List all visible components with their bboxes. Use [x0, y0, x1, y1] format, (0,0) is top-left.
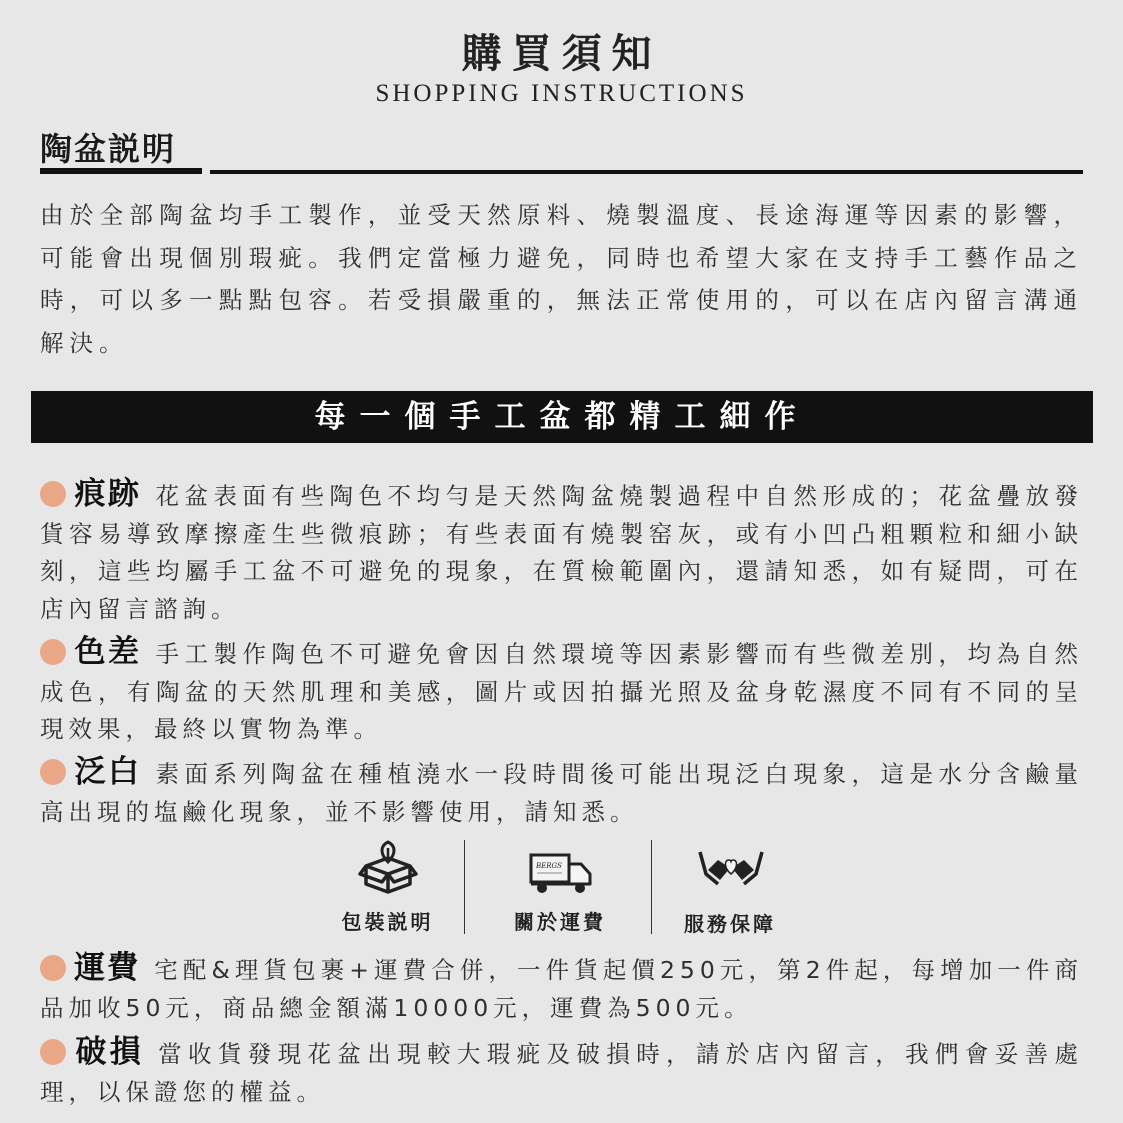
- item-keyword: 色差: [74, 634, 142, 670]
- truck-brand-text: BERGS: [536, 862, 562, 870]
- item-keyword: 運費: [74, 950, 141, 986]
- item-text: 素面系列陶盆在種植澆水一段時間後可能出現泛白現象，這是水分含鹼量高出現的塩鹼化現象，並不影響使用，請知悉。: [40, 760, 1083, 826]
- info-item-damage: [40, 1034, 1083, 1111]
- service-icon: [696, 844, 766, 890]
- bullet-dot-icon: [40, 759, 66, 785]
- icon-divider: [651, 840, 652, 934]
- page-subtitle: SHOPPING INSTRUCTIONS: [375, 80, 748, 107]
- bullet-dot-icon: [40, 639, 66, 665]
- page-title: 購買須知: [461, 30, 662, 77]
- bullet-dot-icon: [40, 1039, 66, 1065]
- item-text: 宅配&理貨包裹+運費合併，一件貨起價250元，第2件起，每增加一件商品加收50元，商品總金額滿10000元，運費為500元。: [40, 956, 1083, 1022]
- bullet-dot-icon: [40, 481, 66, 507]
- service-icons-row: [0, 838, 1123, 938]
- item-text: 手工製作陶色不可避免會因自然環境等因素影響而有些微差別，均為自然成色，有陶盆的天然肌理和美感，圖片或因拍攝光照及盆身乾濕度不同有不同的呈現效果，最終以實物為準。: [40, 640, 1083, 743]
- section-title-underline: [40, 168, 202, 174]
- section-title: 陶盆説明: [40, 130, 177, 168]
- box-icon: [358, 840, 418, 896]
- banner: 每一個手工盆都精工細作: [31, 391, 1093, 443]
- truck-icon: [528, 852, 594, 896]
- bullet-dot-icon: [40, 955, 66, 981]
- section-paragraph: 由於全部陶盆均手工製作，並受天然原料、燒製溫度、長途海運等因素的影響，可能會出現個別瑕疵。我們定當極力避免，同時也希望大家在支持手工藝作品之時，可以多一點點包容。若受損嚴重的，無法正常使用的，可以在店內留言溝通解決。: [40, 201, 1083, 357]
- info-item-whitening: [40, 754, 1083, 831]
- item-keyword: 破損: [74, 1034, 145, 1070]
- icon-divider: [464, 840, 465, 934]
- section-divider: [210, 170, 1083, 174]
- icon-label: 包裝説明: [341, 910, 434, 934]
- info-item-color-difference: [40, 634, 1083, 749]
- item-text: 花盆表面有些陶色不均勻是天然陶盆燒製過程中自然形成的；花盆疊放發貨容易導致摩擦產生些微痕跡；有些表面有燒製窑灰，或有小凹凸粗顆粒和細小缺刻，這些均屬手工盆不可避免的現象，在質檢範圍內，還請知悉，如有疑問，可在店內留言諮詢。: [40, 482, 1083, 623]
- info-item-shipping-fee: [40, 950, 1083, 1027]
- icon-packaging[interactable]: [330, 838, 445, 938]
- icon-label: 關於運費: [514, 910, 606, 934]
- icon-shipping[interactable]: [500, 838, 620, 938]
- item-keyword: 痕跡: [74, 476, 142, 512]
- icon-label: 服務保障: [684, 912, 776, 936]
- item-text: 當收貨發現花盆出現較大瑕疵及破損時，請於店內留言，我們會妥善處理，以保證您的權益。: [40, 1040, 1084, 1106]
- info-item-traces: [40, 476, 1083, 628]
- item-keyword: 泛白: [74, 754, 142, 790]
- icon-service[interactable]: [670, 838, 790, 938]
